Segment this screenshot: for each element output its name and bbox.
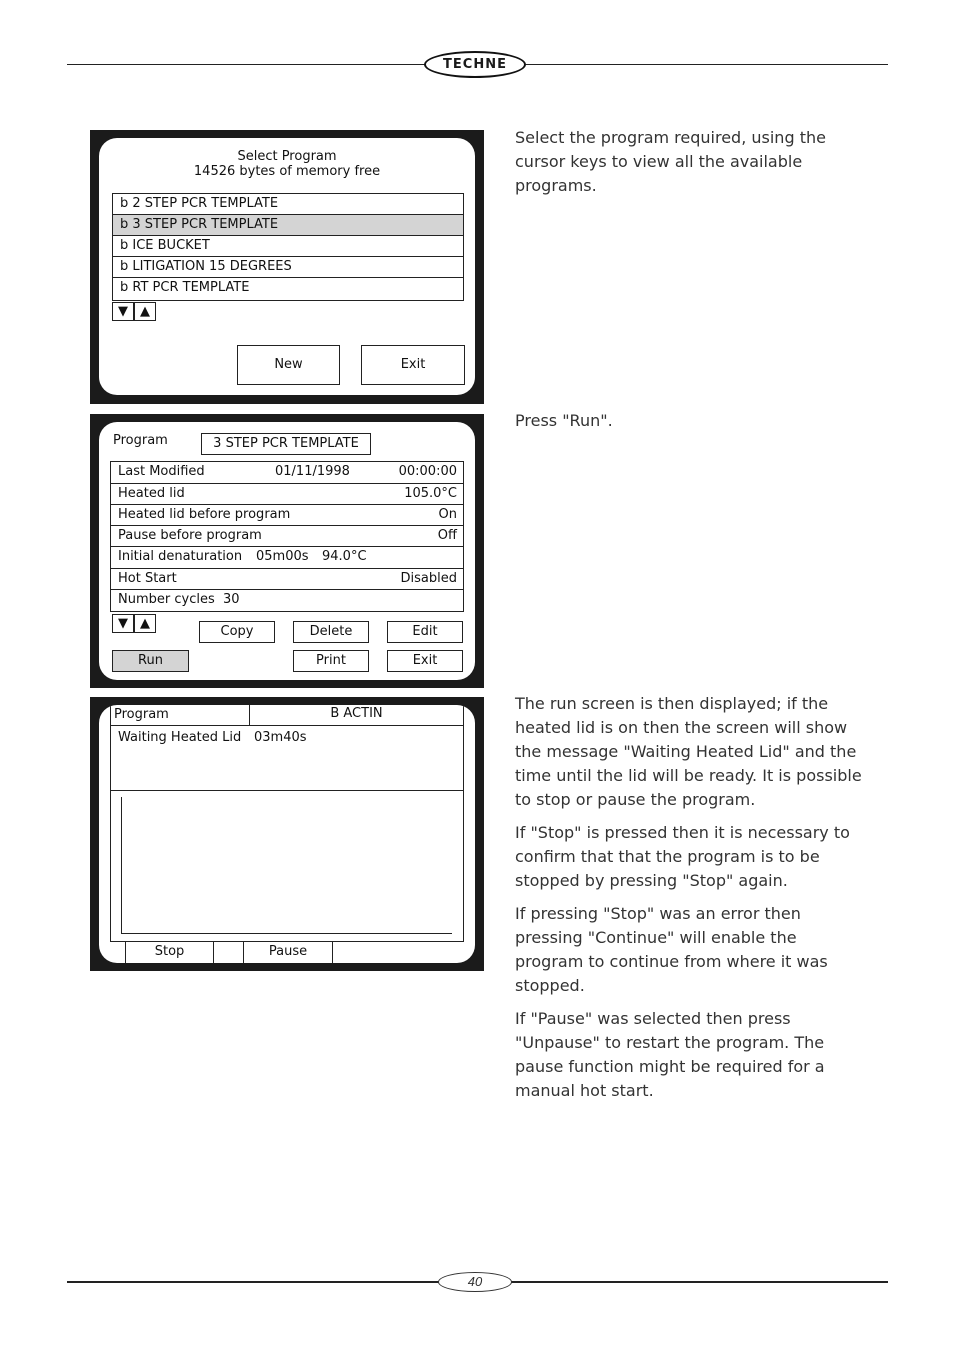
list-item-selected[interactable] <box>113 215 463 236</box>
step3-paragraph-3: If pressing "Stop" was an error then pressing "Continue" will enable the program to continue from where it was stopped. <box>515 904 828 995</box>
cycles-value: 30 <box>223 592 240 607</box>
list-item-label: b 2 STEP PCR TEMPLATE <box>120 196 279 211</box>
status-label: Waiting Heated Lid <box>118 730 242 745</box>
techne-logo <box>424 51 526 78</box>
new-button[interactable]: New <box>237 345 340 385</box>
status-time: 03m40s <box>254 730 307 745</box>
last-modified-time: 00:00:00 <box>398 464 457 479</box>
list-item[interactable] <box>113 257 463 278</box>
pause-before-value: Off <box>437 528 457 543</box>
program-name-field <box>201 433 371 455</box>
table-row-cycles[interactable] <box>111 590 463 611</box>
hot-start-label: Hot Start <box>118 571 177 586</box>
list-item-label: b ICE BUCKET <box>120 238 210 253</box>
list-item[interactable] <box>113 278 463 299</box>
list-item[interactable] <box>113 194 463 215</box>
initial-denat-time: 05m00s <box>256 549 309 564</box>
table-row-last-modified[interactable] <box>111 462 463 484</box>
cycles-label: Number cycles <box>118 592 215 607</box>
down-arrow-icon: ▼ <box>118 616 128 631</box>
table-row-pause-before[interactable] <box>111 526 463 547</box>
program-label: Program <box>113 433 168 448</box>
brand-text: TECHNE <box>443 57 507 72</box>
program-header-bar <box>110 705 464 726</box>
step3-paragraph-4: If "Pause" was selected then press "Unpause" to restart the program. The pause function might be required for a manual hot start. <box>515 1009 825 1100</box>
list-item-label: b 3 STEP PCR TEMPLATE <box>120 217 279 232</box>
delete-button[interactable]: Delete <box>293 621 369 643</box>
screen-title: Select Program <box>237 149 337 164</box>
list-item[interactable] <box>113 236 463 257</box>
step3-description <box>515 692 865 1112</box>
select-program-panel <box>90 130 484 404</box>
step2-text: Press "Run". <box>515 411 613 430</box>
list-item-label: b RT PCR TEMPLATE <box>120 280 250 295</box>
step3-paragraph-1: The run screen is then displayed; if the heated lid is on then the screen will show the message "Waiting Heated Lid" and the time until the lid will be ready. It is possible to stop or pause the program. <box>515 694 862 809</box>
edit-button[interactable]: Edit <box>387 621 463 643</box>
memory-free-text: 14526 bytes of memory free <box>193 164 381 179</box>
heated-lid-value: 105.0°C <box>404 486 457 501</box>
table-row-lid-before[interactable] <box>111 505 463 526</box>
program-details-panel <box>90 414 484 688</box>
blank-button[interactable] <box>213 941 244 963</box>
stop-button[interactable]: Stop <box>125 941 214 963</box>
up-arrow-icon: ▲ <box>140 304 150 319</box>
scroll-down-button[interactable] <box>112 302 134 321</box>
copy-button[interactable]: Copy <box>199 621 275 643</box>
up-arrow-icon: ▲ <box>140 616 150 631</box>
graph-area <box>110 790 464 942</box>
run-screen-panel <box>90 697 484 971</box>
exit-button[interactable]: Exit <box>361 345 465 385</box>
lid-before-label: Heated lid before program <box>118 507 291 522</box>
graph-y-axis <box>121 797 122 933</box>
graph-x-axis <box>121 933 452 934</box>
last-modified-date: 01/11/1998 <box>275 464 350 479</box>
table-row-initial-denaturation[interactable] <box>111 547 463 569</box>
program-name: 3 STEP PCR TEMPLATE <box>213 436 359 451</box>
hot-start-value: Disabled <box>400 571 457 586</box>
down-arrow-icon: ▼ <box>118 304 128 319</box>
pause-before-label: Pause before program <box>118 528 262 543</box>
initial-denat-label: Initial denaturation <box>118 549 243 564</box>
step1-description <box>515 126 865 207</box>
program-name: B ACTIN <box>330 706 383 721</box>
program-list <box>112 193 464 301</box>
lid-before-value: On <box>438 507 457 522</box>
step2-description <box>515 409 865 442</box>
table-row-heated-lid[interactable] <box>111 484 463 505</box>
exit-button[interactable]: Exit <box>387 650 463 672</box>
list-item-label: b LITIGATION 15 DEGREES <box>120 259 292 274</box>
scroll-down-button[interactable] <box>112 614 134 633</box>
page-number: 40 <box>438 1272 512 1292</box>
status-area <box>110 725 464 791</box>
program-details-screen <box>99 422 475 680</box>
scroll-up-button[interactable] <box>134 302 156 321</box>
program-label: Program <box>114 707 169 722</box>
pause-button[interactable]: Pause <box>243 941 333 963</box>
table-row-hot-start[interactable] <box>111 569 463 590</box>
step3-paragraph-2: If "Stop" is pressed then it is necessary to confirm that that the program is to be stopped by pressing "Stop" again. <box>515 823 850 890</box>
print-button[interactable]: Print <box>293 650 369 672</box>
program-settings-table <box>110 461 464 612</box>
heated-lid-label: Heated lid <box>118 486 185 501</box>
run-screen <box>99 705 475 963</box>
initial-denat-temp: 94.0°C <box>322 549 367 564</box>
select-program-screen <box>99 138 475 395</box>
last-modified-label: Last Modified <box>118 464 205 479</box>
step1-text: Select the program required, using the cursor keys to view all the available programs. <box>515 128 826 195</box>
run-button[interactable]: Run <box>112 650 189 672</box>
scroll-up-button[interactable] <box>134 614 156 633</box>
